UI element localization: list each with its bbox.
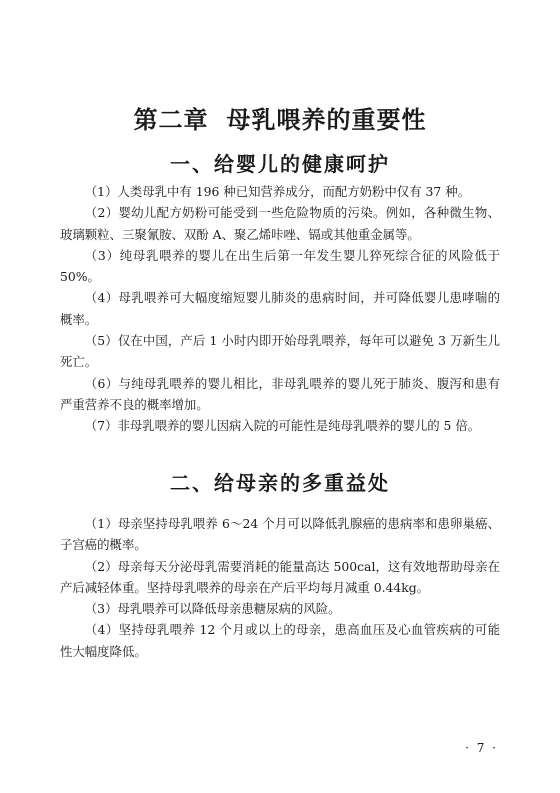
paragraph: （7）非母乳喂养的婴儿因病入院的可能性是纯母乳喂养的婴儿的 5 倍。 [84,418,481,434]
section-title: 二、给母亲的多重益处 [170,471,390,495]
paragraph: （1）人类母乳中有 196 种已知营养成分，而配方奶粉中仅有 37 种。 [84,184,471,199]
paragraph: （5）仅在中国，产后 1 小时内即开始母乳喂养，每年可以避免 3 万新生儿死亡。 [60,333,500,370]
paragraph: （2）母亲每天分泌母乳需要消耗的能量高达 500cal，这有效地帮助母亲在产后减轻体重。坚持母乳喂养的母亲在产后平均每月减重 0.44kg。 [60,558,500,595]
section-title: 一、给婴儿的健康呵护 [170,152,390,176]
section-body [60,181,500,437]
paragraph: （2）婴幼儿配方奶粉可能受到一些危险物质的污染。例如，各种微生物、玻璃颗粒、三聚氰胺、双酚 A、聚乙烯咔唑、镉或其他重金属等。 [60,205,500,242]
paragraph: （3）母乳喂养可以降低母亲患糖尿病的风险。 [84,601,341,617]
chapter-title [0,100,560,135]
page-number: · 7 · [465,741,498,755]
chapter-number: 第二章 [133,106,209,134]
paragraph: （1）母亲坚持母乳喂养 6～24 个月可以降低乳腺癌的患病率和患卵巢癌、子宫癌的概率。 [60,516,500,553]
paragraph: （6）与纯母乳喂养的婴儿相比，非母乳喂养的婴儿死于肺炎、腹泻和患有严重营养不良的概率增加。 [60,375,500,412]
paragraph: （4）坚持母乳喂养 12 个月或以上的母亲，患高血压及心血管疾病的可能性大幅度降低。 [60,622,500,659]
paragraph: （3）纯母乳喂养的婴儿在出生后第一年发生婴儿猝死综合征的风险低于 50%。 [60,247,500,285]
paragraph: （4）母乳喂养可大幅度缩短婴儿肺炎的患病时间，并可降低婴儿患哮喘的概率。 [60,290,500,327]
chapter-title-text: 母乳喂养的重要性 [226,106,427,134]
section-body [60,513,500,662]
